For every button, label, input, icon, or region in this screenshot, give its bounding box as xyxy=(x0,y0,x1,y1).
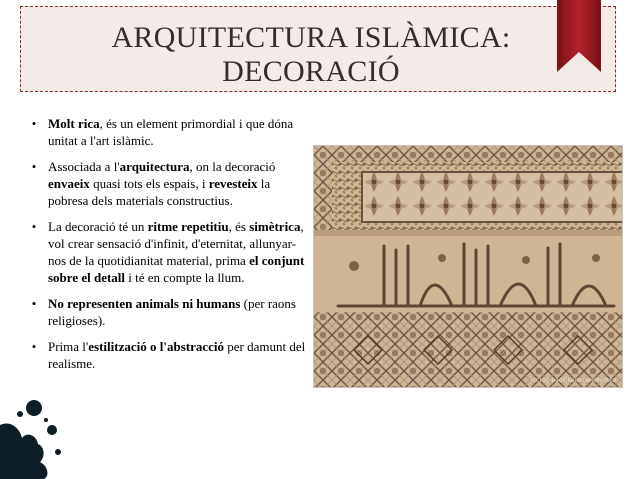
bullet-text: Associada a l' xyxy=(48,159,120,174)
bullet-item xyxy=(28,158,308,209)
bullet-emphasis: ritme repetitiu xyxy=(147,219,229,234)
bullet-list xyxy=(28,115,308,381)
bullet-emphasis: Molt rica xyxy=(48,116,100,131)
bullet-item xyxy=(28,218,308,286)
bullet-text: i té en compte la llum. xyxy=(125,270,245,285)
bullet-emphasis: revesteix xyxy=(208,176,258,191)
ink-splash-decoration xyxy=(0,390,80,479)
bullet-emphasis: arquitectura xyxy=(119,159,190,174)
bullet-emphasis: el conjunt sobre el detall xyxy=(48,253,305,285)
bullet-dot: • xyxy=(31,159,37,174)
bullet-dot: • xyxy=(31,116,37,131)
bullet-item xyxy=(28,115,308,149)
bullet-text: , és xyxy=(228,219,250,234)
bullet-text: Prima l' xyxy=(48,339,89,354)
title-box xyxy=(20,6,616,92)
bullet-text: la pobresa dels materials constructius. xyxy=(48,176,271,208)
bullet-text: per damunt del realisme. xyxy=(48,339,306,371)
bullet-item xyxy=(28,295,308,329)
bullet-dot: • xyxy=(31,219,37,234)
title-line-2: DECORACIÓ xyxy=(222,55,400,88)
slide-title xyxy=(81,21,541,89)
arabesque-photo xyxy=(313,145,623,388)
bullet-text: La decoració té un xyxy=(48,219,148,234)
bullet-item xyxy=(28,338,308,372)
photo-credit: (cc) @ pacifikaorosmithsfoto xyxy=(530,377,616,384)
bullet-emphasis: envaeix xyxy=(48,176,90,191)
bullet-dot: • xyxy=(31,339,37,354)
bookmark-ribbon-icon xyxy=(557,0,601,72)
bullet-text: , vol crear sensació d'infinit, d'eternitat, allunyar-nos de la quotidianitat material, prima xyxy=(48,219,304,268)
bullet-text: , on la decoració xyxy=(189,159,276,174)
bullet-text: , és un element primordial i que dóna unitat a l'art islàmic. xyxy=(48,116,294,148)
bullet-text: quasi tots els espais, i xyxy=(89,176,209,191)
title-line-1: ARQUITECTURA ISLÀMICA: xyxy=(111,21,511,54)
bullet-emphasis: estilització o l'abstracció xyxy=(88,339,225,354)
bullet-emphasis: simètrica xyxy=(249,219,301,234)
bullet-dot: • xyxy=(31,296,37,311)
bullet-text: (per raons religioses). xyxy=(48,296,296,328)
bullet-emphasis: No representen animals ni humans xyxy=(48,296,241,311)
